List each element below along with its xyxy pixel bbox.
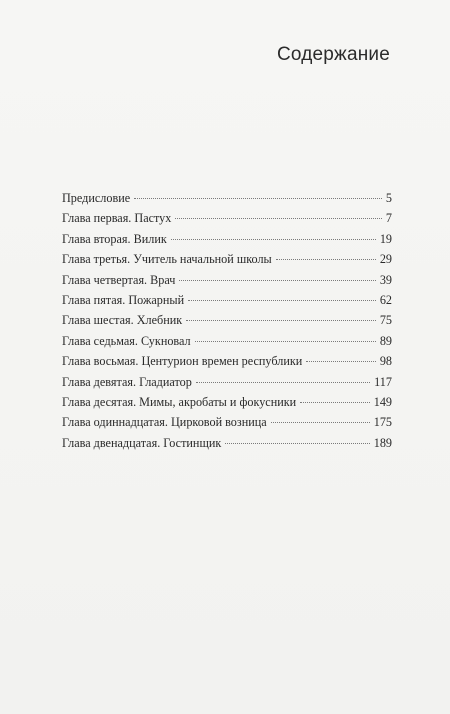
toc-entry-title: Глава вторая. Вилик: [62, 231, 167, 246]
toc-entry-title: Глава двенадцатая. Гостинщик: [62, 435, 222, 450]
table-of-contents: [62, 191, 392, 456]
dot-leader: [271, 422, 370, 423]
toc-entry-page: 62: [379, 292, 392, 307]
toc-entry-page: 98: [379, 354, 392, 369]
toc-entry-page: 19: [379, 231, 392, 246]
toc-entry: [62, 211, 392, 231]
toc-entry-title: Глава одиннадцатая. Цирковой возница: [62, 415, 267, 430]
toc-entry: [62, 334, 392, 354]
toc-entry-page: 7: [385, 211, 392, 226]
dot-leader: [225, 443, 369, 444]
toc-entry: [62, 252, 392, 272]
toc-entry: [62, 436, 392, 456]
dot-leader: [186, 320, 376, 321]
toc-entry-page: 189: [373, 435, 392, 450]
toc-entry: [62, 354, 392, 374]
dot-leader: [306, 361, 376, 362]
toc-entry-page: 149: [373, 394, 392, 409]
toc-entry-title: Предисловие: [62, 191, 131, 205]
dot-leader: [300, 402, 370, 403]
dot-leader: [276, 259, 376, 260]
toc-entry: [62, 293, 392, 313]
toc-entry-title: Глава седьмая. Сукновал: [62, 333, 191, 348]
page-title: Содержание: [276, 44, 390, 65]
toc-entry-title: Глава шестая. Хлебник: [62, 313, 183, 328]
toc-entry: [62, 395, 392, 415]
toc-entry-page: 39: [379, 272, 392, 287]
toc-entry-title: Глава третья. Учитель начальной школы: [62, 252, 272, 267]
toc-entry-title: Глава четвертая. Врач: [62, 272, 176, 287]
dot-leader: [195, 341, 376, 342]
dot-leader: [175, 218, 382, 219]
toc-entry-page: 117: [374, 374, 392, 389]
dot-leader: [171, 239, 376, 240]
toc-entry-page: 89: [379, 333, 392, 348]
toc-entry-page: 75: [379, 313, 392, 328]
toc-entry-title: Глава девятая. Гладиатор: [62, 374, 192, 389]
dot-leader: [134, 198, 382, 199]
toc-entry: [62, 232, 392, 252]
toc-entry-page: 29: [379, 252, 392, 267]
toc-entry-page: 175: [373, 415, 392, 430]
toc-entry: [62, 415, 392, 435]
dot-leader: [179, 280, 375, 281]
toc-entry-title: Глава десятая. Мимы, акробаты и фокусники: [62, 394, 297, 409]
toc-entry: [62, 313, 392, 333]
dot-leader: [188, 300, 376, 301]
dot-leader: [196, 382, 370, 383]
toc-entry: [62, 273, 392, 293]
toc-entry-title: Глава восьмая. Центурион времен республики: [62, 354, 303, 369]
toc-entry-title: Глава первая. Пастух: [62, 211, 172, 226]
toc-entry-page: 5: [385, 191, 392, 205]
toc-entry: [62, 375, 392, 395]
toc-entry-title: Глава пятая. Пожарный: [62, 292, 185, 307]
toc-entry: [62, 191, 392, 211]
